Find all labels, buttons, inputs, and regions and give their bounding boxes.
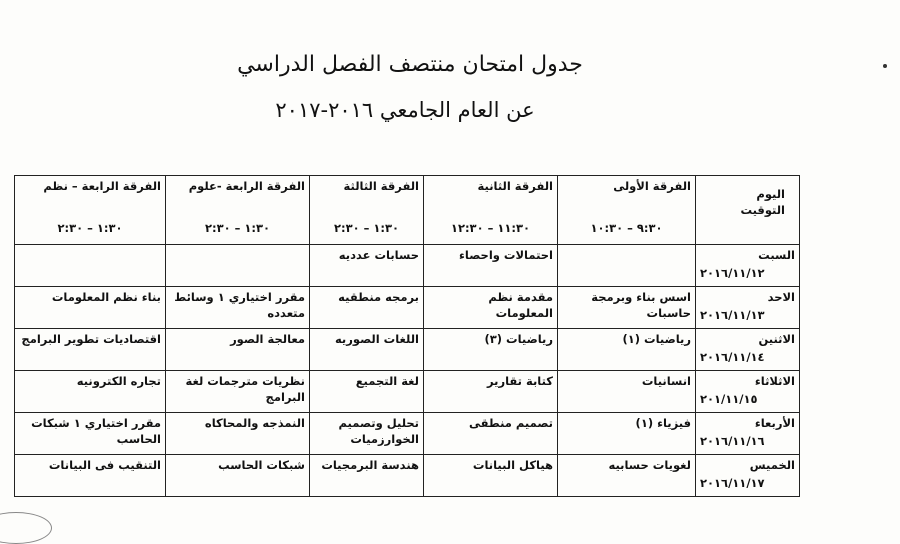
table-row: [15, 245, 800, 287]
table-header-row: [15, 176, 800, 245]
exam-cell: مقدمة نظم المعلومات: [424, 287, 558, 329]
exam-cell: حسابات عدديه: [310, 245, 424, 287]
day-cell: [696, 413, 800, 455]
day-date: ٢٠١/١١/١٥: [700, 392, 758, 406]
exam-cell: انسانيات: [558, 371, 696, 413]
column-time: ١:٣٠ – ٢:٣٠: [57, 221, 123, 235]
column-header: [310, 176, 424, 245]
column-header: [424, 176, 558, 245]
day-cell: [696, 455, 800, 497]
table-row: [15, 329, 800, 371]
day-date: ٢٠١٦/١١/١٣: [700, 308, 765, 322]
exam-cell: اسس بناء وبرمجة حاسبات: [558, 287, 696, 329]
column-header: [558, 176, 696, 245]
exam-cell: برمجه منطقيه: [310, 287, 424, 329]
exam-cell: هندسة البرمجيات: [310, 455, 424, 497]
column-header: [15, 176, 166, 245]
day-date: ٢٠١٦/١١/١٢: [700, 266, 765, 280]
day-name: الخميس: [749, 458, 795, 472]
exam-cell: بناء نظم المعلومات: [15, 287, 166, 329]
day-label: اليوم: [756, 187, 785, 201]
exam-cell: رياضيات (١): [558, 329, 696, 371]
column-header: [166, 176, 310, 245]
day-cell: [696, 329, 800, 371]
day-date: ٢٠١٦/١١/١٤: [700, 350, 765, 364]
day-name: السبت: [758, 248, 795, 262]
exam-cell: مقرر اختياري ١ شبكات الحاسب: [15, 413, 166, 455]
exam-cell: رياضيات (٣): [424, 329, 558, 371]
table-row: [15, 287, 800, 329]
table-row: [15, 413, 800, 455]
table-row: [15, 455, 800, 497]
day-name: الاثنين: [758, 332, 795, 346]
day-name: الاثلاثاء: [754, 374, 795, 388]
day-cell: [696, 287, 800, 329]
day-date: ٢٠١٦/١١/١٦: [700, 434, 765, 448]
column-name: الفرقة الرابعة -علوم: [188, 179, 305, 193]
exam-cell: هياكل البيانات: [424, 455, 558, 497]
exam-cell: احتمالات واحصاء: [424, 245, 558, 287]
exam-cell: تجاره الكترونيه: [15, 371, 166, 413]
day-name: الأربعاء: [754, 416, 795, 430]
exam-cell: [166, 245, 310, 287]
column-name: الفرقة الأولى: [613, 179, 691, 193]
scan-edge-arc: [0, 512, 52, 544]
exam-cell: تحليل وتصميم الخوارزميات: [310, 413, 424, 455]
page-title: جدول امتحان منتصف الفصل الدراسي: [237, 52, 583, 77]
exam-cell: لغة التجميع: [310, 371, 424, 413]
exam-cell: نظريات مترجمات لغة البرامج: [166, 371, 310, 413]
exam-cell: شبكات الحاسب: [166, 455, 310, 497]
exam-cell: لغويات حسابيه: [558, 455, 696, 497]
exam-cell: النمذجه والمحاكاه: [166, 413, 310, 455]
column-time: ٩:٣٠ – ١٠:٣٠: [590, 221, 663, 235]
column-name: الفرقة الرابعة – نظم: [43, 179, 161, 193]
exam-cell: [558, 245, 696, 287]
column-time: ١:٣٠ – ٢:٣٠: [333, 221, 400, 235]
column-time: ١:٣٠ – ٢:٣٠: [204, 221, 271, 235]
exam-cell: تصميم منطقى: [424, 413, 558, 455]
exam-cell: مقرر اختياري ١ وسائط متعدده: [166, 287, 310, 329]
exam-cell: [15, 245, 166, 287]
day-cell: [696, 245, 800, 287]
day-time-header: [696, 176, 800, 245]
exam-cell: معالجة الصور: [166, 329, 310, 371]
page-subtitle: عن العام الجامعي ٢٠١٦-٢٠١٧: [275, 98, 535, 122]
exam-cell: كتابة تقارير: [424, 371, 558, 413]
exam-cell: اقتصاديات تطوير البرامج: [15, 329, 166, 371]
exam-cell: اللغات الصوريه: [310, 329, 424, 371]
day-name: الاحد: [767, 290, 795, 304]
column-time: ١١:٣٠ – ١٢:٣٠: [450, 221, 531, 235]
column-name: الفرقة الثالثة: [343, 179, 419, 193]
time-label: التوقيت: [740, 203, 785, 217]
exam-schedule-table: [14, 175, 800, 497]
table-row: [15, 371, 800, 413]
exam-cell: التنقيب فى البيانات: [15, 455, 166, 497]
exam-cell: فيزياء (١): [558, 413, 696, 455]
margin-dot: [883, 64, 887, 68]
day-cell: [696, 371, 800, 413]
column-name: الفرقة الثانية: [477, 179, 553, 193]
day-date: ٢٠١٦/١١/١٧: [700, 476, 765, 490]
